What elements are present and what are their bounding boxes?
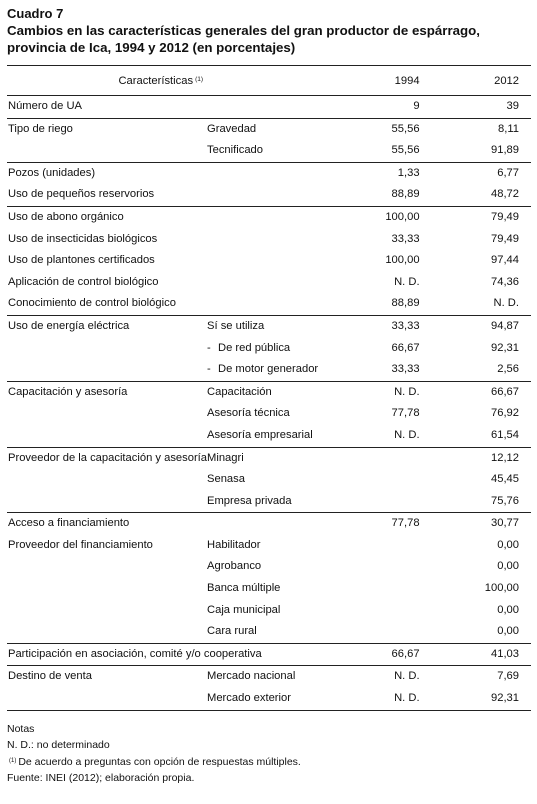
row-subcategory: Cara rural (207, 625, 257, 638)
row-characteristic: Uso de abono orgánico (7, 206, 207, 228)
table-row (7, 688, 531, 710)
row-value-2012: 75,76 (491, 494, 519, 507)
table-label: Cuadro 7 (7, 6, 64, 21)
row-value-2012: 92,31 (426, 688, 531, 710)
table-row (7, 184, 531, 206)
row-value-2012: N. D. (493, 297, 519, 310)
row-characteristic: Aplicación de control biológico (8, 275, 159, 288)
row-value-2012: 41,03 (426, 643, 531, 666)
row-subcategory (207, 96, 335, 119)
table-row (7, 338, 531, 360)
note-1 (7, 753, 531, 770)
row-value-1994: 77,78 (391, 407, 420, 420)
row-value-2012: 0,00 (497, 603, 519, 616)
table-row (7, 513, 531, 535)
row-value-1994 (335, 578, 425, 600)
table-row (7, 535, 531, 557)
row-value-1994: 77,78 (335, 513, 425, 535)
row-value-1994: N. D. (394, 428, 420, 441)
row-subcategory: Agrobanco (207, 560, 262, 573)
row-subcategory: Banca múltiple (207, 582, 281, 595)
row-value-2012: 0,00 (497, 538, 519, 551)
row-value-1994: N. D. (335, 381, 425, 403)
row-subcategory (207, 162, 335, 184)
row-value-1994: 66,67 (335, 643, 425, 666)
row-characteristic: Tipo de riego (7, 118, 207, 140)
row-characteristic: Uso de energía eléctrica (7, 315, 207, 337)
table-row (7, 140, 531, 162)
row-value-2012: 100,00 (484, 582, 519, 595)
table-row (7, 491, 531, 513)
row-value-1994: N. D. (335, 688, 425, 710)
row-value-2012: 61,54 (491, 428, 519, 441)
row-subcategory-dash: - (207, 341, 211, 354)
table-row (7, 556, 531, 578)
row-subcategory: Caja municipal (207, 603, 281, 616)
row-subcategory (207, 250, 335, 272)
source-note: Fuente: INEI (2012); elaboración propia. (7, 771, 195, 784)
row-subcategory: Senasa (207, 473, 245, 486)
row-value-2012: 6,77 (426, 162, 531, 184)
table-row (7, 381, 531, 403)
row-subcategory-text: De red pública (218, 341, 291, 354)
row-value-2012: 0,00 (497, 625, 519, 638)
row-characteristic (7, 556, 207, 578)
row-value-1994: 100,00 (385, 254, 420, 267)
row-characteristic (7, 425, 207, 447)
row-subcategory (207, 272, 335, 294)
row-characteristic (7, 688, 207, 710)
row-subcategory: Tecnificado (207, 144, 263, 157)
table-row (7, 578, 531, 600)
table-row (7, 206, 531, 228)
row-characteristic: Pozos (unidades) (7, 162, 207, 184)
document (7, 6, 531, 786)
row-characteristic: Proveedor del financiamiento (8, 538, 153, 551)
header-year-1: 1994 (335, 66, 425, 96)
header-spacer (207, 66, 335, 96)
row-subcategory: Habilitador (207, 538, 261, 551)
row-value-2012: 74,36 (491, 275, 519, 288)
row-subcategory (207, 359, 335, 381)
row-value-1994: 66,67 (391, 341, 420, 354)
row-value-1994 (335, 556, 425, 578)
row-value-2012: 2,56 (497, 363, 519, 376)
row-value-1994 (335, 447, 425, 469)
row-subcategory (207, 338, 335, 360)
row-value-2012: 0,00 (497, 560, 519, 573)
row-characteristic: Capacitación y asesoría (7, 381, 207, 403)
row-subcategory: Gravedad (207, 118, 335, 140)
row-characteristic: Destino de venta (7, 666, 207, 688)
row-characteristic (7, 621, 207, 643)
row-characteristic (7, 338, 207, 360)
header-characteristics-label: Características (118, 75, 194, 87)
header-note-marker: (1) (195, 76, 204, 83)
row-value-2012: 79,49 (491, 232, 519, 245)
note-nd: N. D.: no determinado (7, 738, 110, 751)
row-subcategory: Mercado exterior (207, 688, 335, 710)
row-characteristic (7, 359, 207, 381)
row-characteristic: Uso de insecticidas biológicos (8, 232, 158, 245)
row-value-1994: 33,33 (391, 363, 420, 376)
table-row (7, 447, 531, 469)
header-characteristics (7, 66, 207, 96)
table-row (7, 118, 531, 140)
row-characteristic (7, 469, 207, 491)
row-value-2012: 76,92 (491, 407, 519, 420)
row-value-1994: 55,56 (391, 144, 420, 157)
table-row (7, 315, 531, 337)
row-subcategory (207, 293, 335, 315)
table-body (7, 96, 531, 711)
row-characteristic: Participación en asociación, comité y/o cooperativa (7, 643, 335, 666)
row-subcategory (207, 513, 335, 535)
row-subcategory: Asesoría empresarial (207, 428, 313, 441)
row-characteristic (7, 491, 207, 513)
row-subcategory: Empresa privada (207, 494, 292, 507)
row-subcategory: Minagri (207, 447, 335, 469)
table-row (7, 666, 531, 688)
row-value-2012: 66,67 (426, 381, 531, 403)
row-value-1994: 33,33 (335, 315, 425, 337)
row-subcategory-dash: - (207, 363, 211, 376)
table-title: Cambios en las características generales del gran productor de espárrago, provincia de Ica, 1994 y 2012 (en porcentajes) (7, 23, 480, 55)
table-row (7, 272, 531, 294)
row-value-1994: 100,00 (335, 206, 425, 228)
table-row (7, 600, 531, 622)
row-subcategory (207, 184, 335, 206)
row-value-1994: 55,56 (335, 118, 425, 140)
row-value-2012: 39 (506, 100, 519, 112)
row-value-2012: 94,87 (426, 315, 531, 337)
row-value-2012: 91,89 (491, 144, 519, 157)
row-subcategory (207, 206, 335, 228)
row-value-2012: 45,45 (491, 473, 519, 486)
row-value-2012: 8,11 (426, 118, 531, 140)
row-value-2012: 79,49 (426, 206, 531, 228)
table-row (7, 229, 531, 251)
note-1-text: De acuerdo a preguntas con opción de respuestas múltiples. (18, 755, 301, 768)
notes (7, 721, 531, 786)
row-value-1994: 9 (413, 100, 420, 112)
row-value-2012: 92,31 (491, 341, 519, 354)
row-value-1994 (335, 621, 425, 643)
header-year-2: 2012 (426, 66, 531, 96)
row-subcategory-text: De motor generador (218, 363, 319, 376)
table-row (7, 621, 531, 643)
row-value-1994: 1,33 (335, 162, 425, 184)
table-row (7, 293, 531, 315)
row-characteristic (7, 403, 207, 425)
table-row (7, 250, 531, 272)
row-value-1994 (335, 491, 425, 513)
row-value-2012: 30,77 (426, 513, 531, 535)
row-value-1994: N. D. (335, 666, 425, 688)
row-value-1994: 88,89 (391, 297, 420, 310)
row-characteristic: Número de UA (8, 100, 82, 112)
row-subcategory: Capacitación (207, 381, 335, 403)
row-characteristic: Uso de plantones certificados (8, 254, 155, 267)
row-value-1994: 33,33 (391, 232, 420, 245)
row-value-1994: N. D. (394, 275, 420, 288)
table-row (7, 425, 531, 447)
row-value-2012: 97,44 (491, 254, 519, 267)
row-value-1994: 88,89 (391, 188, 420, 201)
row-characteristic (7, 578, 207, 600)
table-row (7, 96, 531, 119)
note-1-marker: (1) (9, 757, 17, 764)
row-value-1994 (335, 535, 425, 557)
table-row (7, 162, 531, 184)
row-subcategory: Mercado nacional (207, 666, 335, 688)
row-characteristic: Uso de pequeños reservorios (8, 188, 155, 201)
table-row (7, 403, 531, 425)
notes-heading: Notas (7, 722, 35, 735)
row-value-1994 (335, 600, 425, 622)
row-value-1994 (335, 469, 425, 491)
table-header-row (7, 66, 531, 96)
row-subcategory: Sí se utiliza (207, 315, 335, 337)
table-row (7, 359, 531, 381)
row-characteristic: Conocimiento de control biológico (8, 297, 176, 310)
table-row (7, 643, 531, 666)
data-table (7, 65, 531, 711)
row-value-2012: 12,12 (426, 447, 531, 469)
row-characteristic: Proveedor de la capacitación y asesoría (7, 447, 207, 469)
row-value-2012: 48,72 (491, 188, 519, 201)
row-characteristic (7, 600, 207, 622)
row-value-2012: 7,69 (426, 666, 531, 688)
table-row (7, 469, 531, 491)
row-characteristic (7, 140, 207, 162)
row-subcategory: Asesoría técnica (207, 407, 290, 420)
row-subcategory (207, 229, 335, 251)
row-characteristic: Acceso a financiamiento (7, 513, 207, 535)
